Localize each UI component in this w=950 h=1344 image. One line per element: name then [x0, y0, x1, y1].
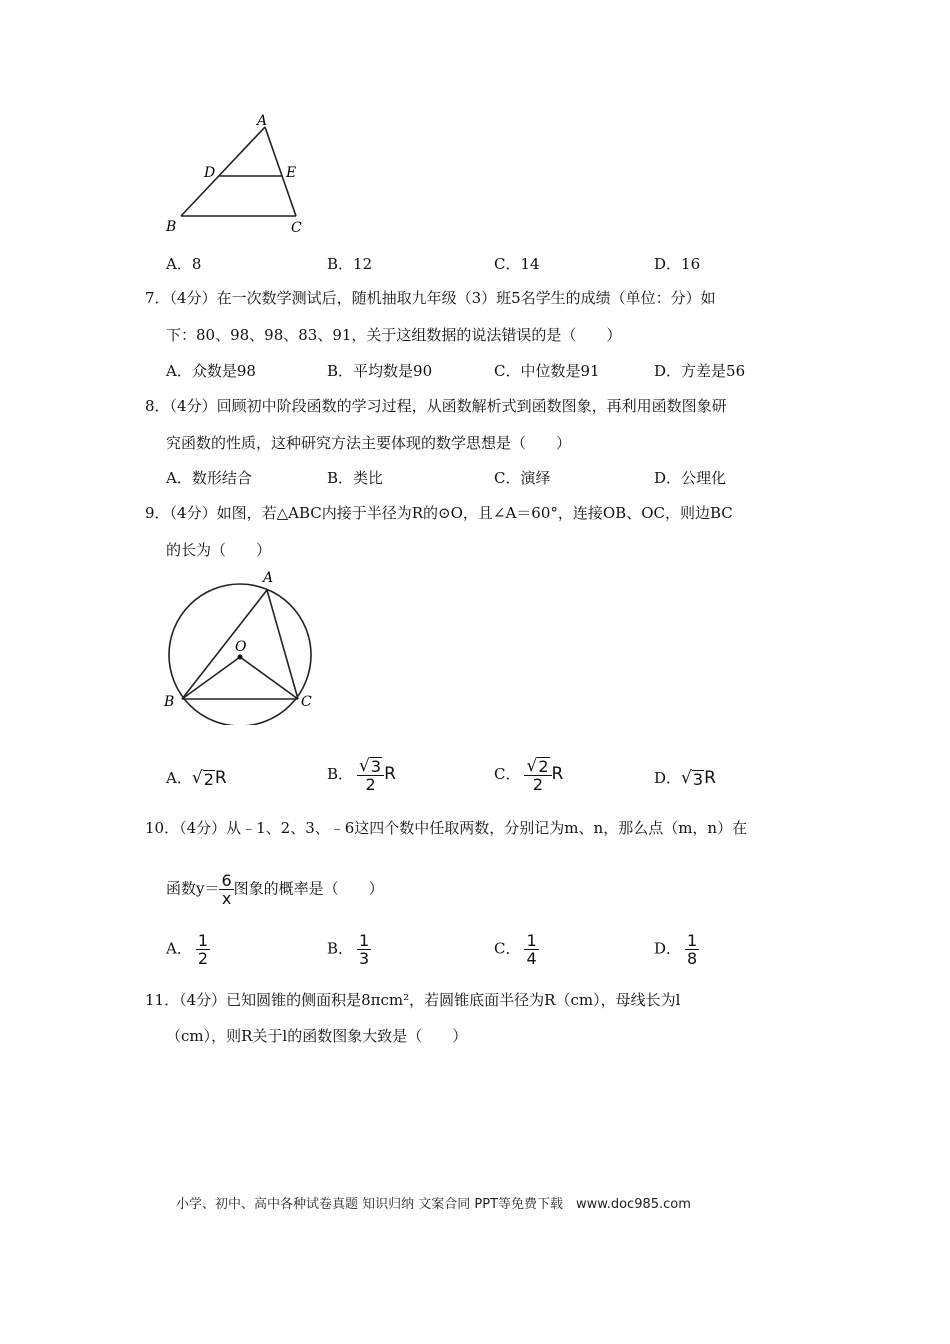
- option-label: C．: [494, 765, 521, 783]
- q8-option-b: B．类比: [327, 469, 384, 487]
- q9-stem-line2: 的长为（ ）: [166, 541, 272, 559]
- q9-option-d: [654, 768, 716, 788]
- label-c: C: [291, 220, 302, 236]
- radicand: 3: [370, 757, 382, 776]
- q6-option-d: D．16: [654, 255, 701, 273]
- q6-option-b: B．12: [327, 255, 373, 273]
- q10-option-c: [494, 932, 539, 967]
- triangle-figure: [160, 110, 320, 240]
- numerator: 6: [221, 871, 232, 890]
- q10-option-d: [654, 932, 699, 967]
- q7-stem-line1: 7．（4分）在一次数学测试后，随机抽取九年级（3）班5名学生的成绩（单位：分）如: [145, 289, 716, 307]
- q10-option-a: [166, 932, 210, 967]
- radicand: 2: [203, 770, 214, 789]
- stem-text: 图象的概率是（ ）: [233, 879, 384, 898]
- option-label: D．: [654, 939, 682, 958]
- circle-figure: [155, 565, 330, 725]
- denominator: 3: [359, 949, 370, 968]
- label-d: D: [204, 165, 216, 181]
- numerator: 1: [197, 931, 209, 950]
- sqrt-expression: √ 3: [681, 768, 704, 789]
- label-a: A: [257, 113, 268, 129]
- stem-text: 函数y＝: [166, 879, 220, 898]
- q11-stem-line2: （cm），则R关于l的函数图象大致是（ ）: [166, 1027, 468, 1045]
- label-c: C: [301, 694, 312, 710]
- q7-option-b: B．平均数是90: [327, 362, 433, 380]
- q11-stem-line1: 11．（4分）已知圆锥的侧面积是8πcm²，若圆锥底面半径为R（cm），母线长为l: [145, 991, 681, 1009]
- label-e: E: [286, 165, 297, 181]
- q7-option-c: C．中位数是91: [494, 362, 600, 380]
- label-b: B: [164, 694, 175, 710]
- q9-option-a: [166, 768, 227, 788]
- page-footer: 小学、初中、高中各种试卷真题 知识归纳 文案合同 PPT等免费下载 www.doc985.com: [176, 1197, 691, 1212]
- option-label: B．: [327, 939, 354, 958]
- q8-stem-line1: 8．（4分）回顾初中阶段函数的学习过程，从函数解析式到函数图象，再利用函数图象研: [145, 397, 727, 415]
- q8-option-c: C．演绎: [494, 469, 551, 487]
- q9-stem-line1: 9．（4分）如图，若△ABC内接于半径为R的⊙O，且∠A＝60°，连接OB、OC，则边BC: [145, 504, 733, 522]
- fraction: [524, 932, 538, 967]
- option-label: D．: [654, 769, 682, 787]
- q8-option-a: A．数形结合: [166, 469, 252, 487]
- option-label: B．: [327, 765, 354, 783]
- fraction: [685, 932, 699, 967]
- denominator: 4: [526, 949, 537, 968]
- fraction: [357, 932, 371, 967]
- q10-stem-line1: 10．（4分）从﹣1、2、3、﹣6这四个数中任取两数，分别记为m、n，那么点（m，n）在: [145, 819, 748, 837]
- q8-stem-line2: 究函数的性质，这种研究方法主要体现的数学思想是（ ）: [166, 434, 572, 452]
- fraction: √ 3 2: [357, 757, 384, 793]
- numerator: 1: [526, 931, 537, 950]
- q10-option-b: [327, 932, 371, 967]
- fraction: [196, 932, 210, 967]
- q8-option-d: D．公理化: [654, 469, 727, 487]
- option-label: A．: [166, 769, 192, 787]
- variable-r: R: [384, 764, 396, 784]
- label-a: A: [263, 570, 274, 586]
- denominator: 8: [687, 949, 698, 968]
- radicand: 2: [538, 757, 549, 776]
- fraction: √ 2 2: [524, 757, 551, 793]
- q6-option-c: C．14: [494, 255, 540, 273]
- sqrt-expression: √ 2: [191, 768, 214, 789]
- q7-stem-line2: 下：80、98、98、83、91，关于这组数据的说法错误的是（ ）: [166, 326, 622, 344]
- denominator: 2: [197, 949, 209, 968]
- denominator: x: [221, 889, 232, 908]
- denominator: 2: [532, 775, 544, 794]
- radicand: 3: [692, 770, 704, 789]
- option-label: A．: [166, 939, 192, 958]
- q9-option-b: [327, 757, 396, 793]
- variable-r: R: [704, 768, 716, 788]
- variable-r: R: [551, 764, 564, 784]
- variable-r: R: [214, 768, 227, 788]
- label-b: B: [166, 219, 177, 235]
- denominator: 2: [365, 775, 376, 794]
- q7-option-d: D．方差是56: [654, 362, 746, 380]
- fraction-6-over-x: [219, 872, 233, 907]
- numerator: 1: [359, 931, 370, 950]
- q6-option-a: A．8: [166, 255, 202, 273]
- option-label: C．: [494, 939, 521, 958]
- label-o: O: [235, 639, 247, 655]
- q10-stem-line2: [166, 872, 384, 907]
- q9-option-c: [494, 757, 563, 793]
- q7-option-a: A．众数是98: [166, 362, 256, 380]
- numerator: 1: [687, 931, 698, 950]
